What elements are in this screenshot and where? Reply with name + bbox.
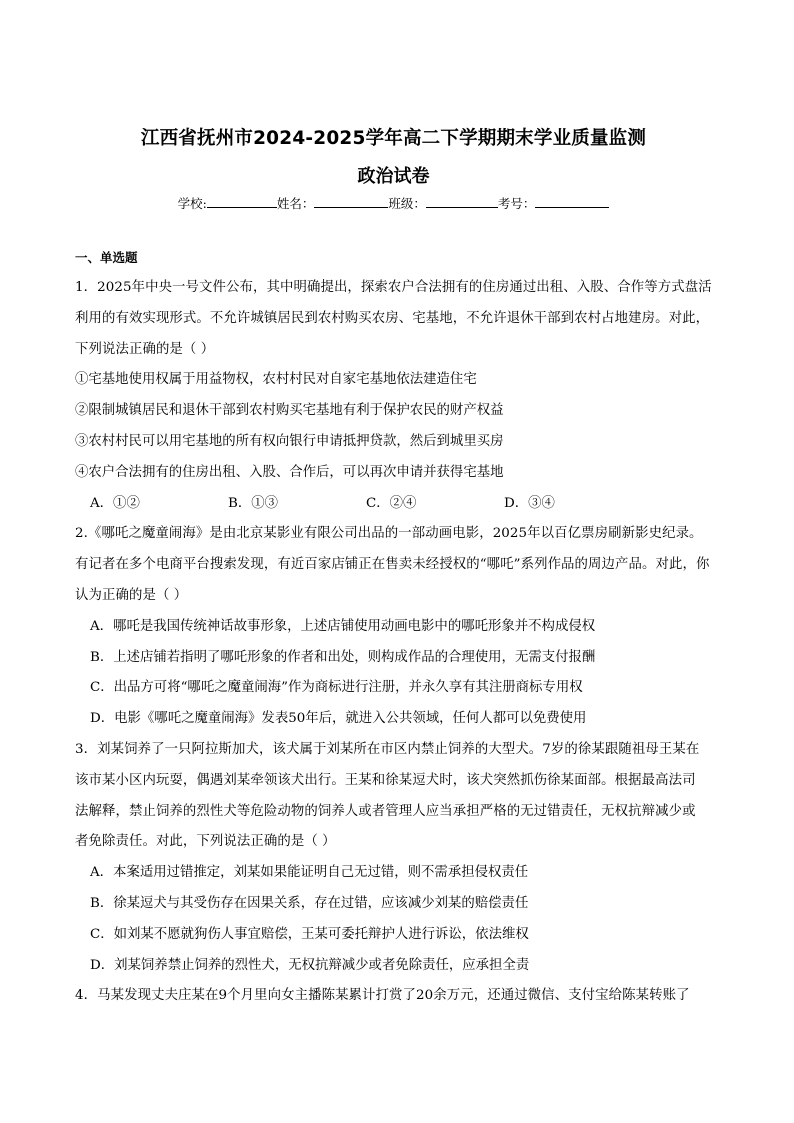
question-stem-line: 3．刘某饲养了一只阿拉斯加犬，该犬属于刘某所在市区内禁止饲养的大型犬。7岁的徐某跟随祖母王某在 bbox=[75, 741, 700, 757]
class-label: 班级： bbox=[388, 196, 426, 211]
class-field bbox=[388, 195, 498, 213]
question-stem-line: 2.《哪吒之魔童闹海》是由北京某影业有限公司出品的一部动画电影，2025年以百亿票房刷新影史纪录。 bbox=[75, 526, 703, 542]
question-stem-line: 者免除责任。对此，下列说法正确的是（ ） bbox=[75, 834, 336, 850]
exam-title: 江西省抚州市2024-2025学年高二下学期期末学业质量监测 bbox=[140, 128, 647, 149]
question-stem-line: 下列说法正确的是（ ） bbox=[75, 341, 215, 357]
statement-item: ①宅基地使用权属于用益物权，农村村民对自家宅基地依法建造住宅 bbox=[75, 372, 477, 388]
option-b: B．上述店铺若指明了哪吒形象的作者和出处，则构成作品的合理使用，无需支付报酬 bbox=[90, 649, 596, 665]
choice-d: D．③④ bbox=[504, 495, 555, 511]
option-a: A．本案适用过错推定，刘某如果能证明自己无过错，则不需承担侵权责任 bbox=[90, 865, 529, 881]
exam-number-blank bbox=[535, 195, 609, 208]
student-info-line bbox=[75, 195, 712, 213]
question-3 bbox=[75, 735, 712, 981]
question-stem-line: 法解释，禁止饲养的烈性犬等危险动物的饲养人或者管理人应当承担严格的无过错责任，无权抗辩减少或 bbox=[75, 803, 696, 819]
question-stem-line: 4．马某发现丈夫庄某在9个月里向女主播陈某累计打赏了20余万元，还通过微信、支付宝给陈某转账了 bbox=[75, 988, 690, 1004]
option-d: D．电影《哪吒之魔童闹海》发表50年后，就进入公共领域，任何人都可以免费使用 bbox=[90, 711, 587, 727]
statement-item: ④农户合法拥有的住房出租、入股、合作后，可以再次申请并获得宅基地 bbox=[75, 464, 504, 480]
statement-item: ③农村村民可以用宅基地的所有权向银行申请抵押贷款，然后到城里买房 bbox=[75, 433, 504, 449]
option-a: A．哪吒是我国传统神话故事形象，上述店铺使用动画电影中的哪吒形象并不构成侵权 bbox=[90, 618, 596, 634]
exam-subtitle: 政治试卷 bbox=[357, 166, 430, 187]
question-stem-line: 1．2025年中央一号文件公布，其中明确提出，探索农户合法拥有的住房通过出租、入股、合作等方式盘活 bbox=[75, 280, 712, 295]
option-b: B．徐某逗犬与其受伤存在因果关系，存在过错，应该减少刘某的赔偿责任 bbox=[90, 895, 529, 911]
choice-c: C．②④ bbox=[366, 495, 417, 511]
exam-number-label: 考号： bbox=[497, 196, 536, 211]
exam-number-field bbox=[498, 195, 610, 213]
question-stem-line: 有记者在多个电商平台搜索发现，有近百家店铺正在售卖未经授权的“哪吒”系列作品的周边产品。对此，你 bbox=[75, 557, 710, 573]
name-field bbox=[277, 195, 389, 213]
statement-item: ②限制城镇居民和退休干部到农村购买宅基地有利于保护农民的财产权益 bbox=[75, 403, 504, 419]
school-blank bbox=[207, 195, 277, 208]
choice-row bbox=[75, 489, 712, 520]
school-field bbox=[178, 195, 277, 213]
name-label: 姓名： bbox=[276, 196, 315, 211]
school-label: 学校: bbox=[177, 196, 207, 211]
class-blank bbox=[426, 195, 498, 208]
option-d: D．刘某饲养禁止饲养的烈性犬，无权抗辩减少或者免除责任，应承担全责 bbox=[90, 957, 530, 973]
question-4 bbox=[75, 981, 712, 1012]
name-blank bbox=[314, 195, 388, 208]
choice-a: A．①② bbox=[90, 495, 140, 511]
question-stem-line: 该市某小区内玩耍，偶遇刘某牵领该犬出行。王某和徐某逗犬时，该犬突然抓伤徐某面部。根据最高法司 bbox=[75, 772, 696, 788]
question-1 bbox=[75, 273, 712, 519]
question-stem-line: 利用的有效实现形式。不允许城镇居民到农村购买农房、宅基地，不允许退休干部到农村占地建房。对此， bbox=[75, 310, 710, 326]
question-2 bbox=[75, 519, 712, 735]
choice-b: B．①③ bbox=[228, 495, 279, 511]
option-c: C．如刘某不愿就狗伤人事宜赔偿，王某可委托辩护人进行诉讼，依法维权 bbox=[90, 926, 529, 942]
question-stem-line: 认为正确的是（ ） bbox=[75, 587, 188, 603]
section-heading: 一、单选题 bbox=[75, 250, 138, 265]
option-c: C．出品方可将“哪吒之魔童闹海”作为商标进行注册，并永久享有其注册商标专用权 bbox=[90, 680, 583, 696]
